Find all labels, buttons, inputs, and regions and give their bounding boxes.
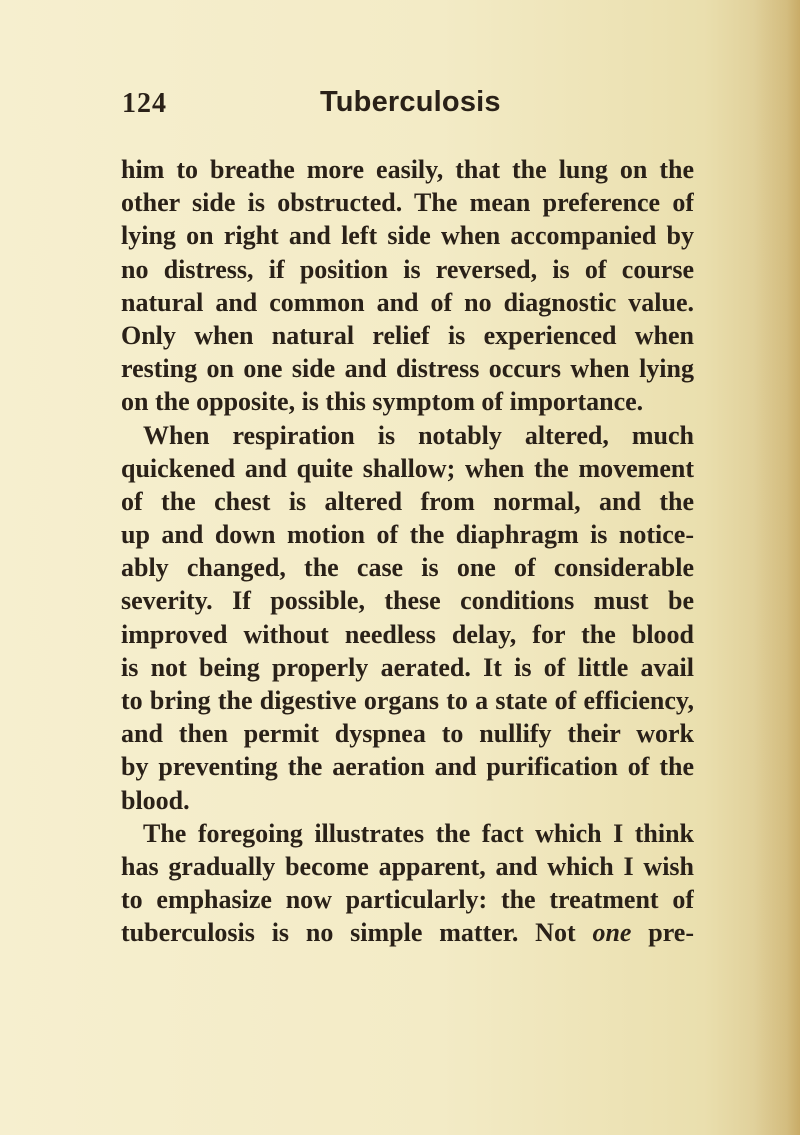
text-line: resting on one side and distress occurs when lying bbox=[121, 354, 694, 384]
page-header bbox=[122, 88, 692, 128]
text-line: is not being properly aerated. It is of little avail bbox=[121, 652, 694, 682]
text-line: severity. If possible, these conditions must be bbox=[121, 586, 694, 616]
text-line: When respiration is notably altered, much bbox=[143, 420, 694, 450]
text-line: and then permit dyspnea to nullify their work bbox=[121, 719, 694, 749]
page-edge-shadow bbox=[754, 0, 800, 1135]
text-line: of the chest is altered from normal, and the bbox=[121, 486, 694, 516]
text-line: ably changed, the case is one of considerable bbox=[121, 553, 694, 583]
text-line: blood. bbox=[121, 785, 190, 815]
text-line: The foregoing illustrates the fact which I think bbox=[143, 818, 694, 848]
text-line: to emphasize now particularly: the treatment of bbox=[121, 885, 694, 915]
text-line: him to breathe more easily, that the lung on the bbox=[121, 155, 694, 184]
text-line: natural and common and of no diagnostic value. bbox=[121, 287, 694, 317]
text-line: Only when natural relief is experienced when bbox=[121, 320, 694, 350]
text-line: improved without needless delay, for the blood bbox=[121, 619, 694, 649]
italic-word: one bbox=[592, 918, 632, 948]
body-text bbox=[121, 153, 694, 950]
text-line: on the opposite, is this symptom of importance. bbox=[121, 387, 644, 417]
text-line: has gradually become apparent, and which I wish bbox=[121, 851, 694, 881]
page-number: 124 bbox=[122, 88, 167, 119]
final-text-line bbox=[121, 916, 694, 949]
final-line-end: pre- bbox=[648, 918, 694, 948]
text-line: to bring the digestive organs to a state of efficiency, bbox=[121, 686, 694, 715]
text-line: lying on right and left side when accompanied by bbox=[121, 221, 694, 251]
running-head: Tuberculosis bbox=[320, 86, 501, 118]
final-line-start: tuberculosis is no simple matter. Not bbox=[121, 918, 576, 948]
text-line: up and down motion of the diaphragm is notice- bbox=[121, 520, 694, 550]
text-line: other side is obstructed. The mean preference of bbox=[121, 188, 694, 218]
text-line: quickened and quite shallow; when the movement bbox=[121, 453, 694, 483]
text-line: by preventing the aeration and purification of the bbox=[121, 752, 694, 782]
text-line: no distress, if position is reversed, is of course bbox=[121, 254, 694, 284]
